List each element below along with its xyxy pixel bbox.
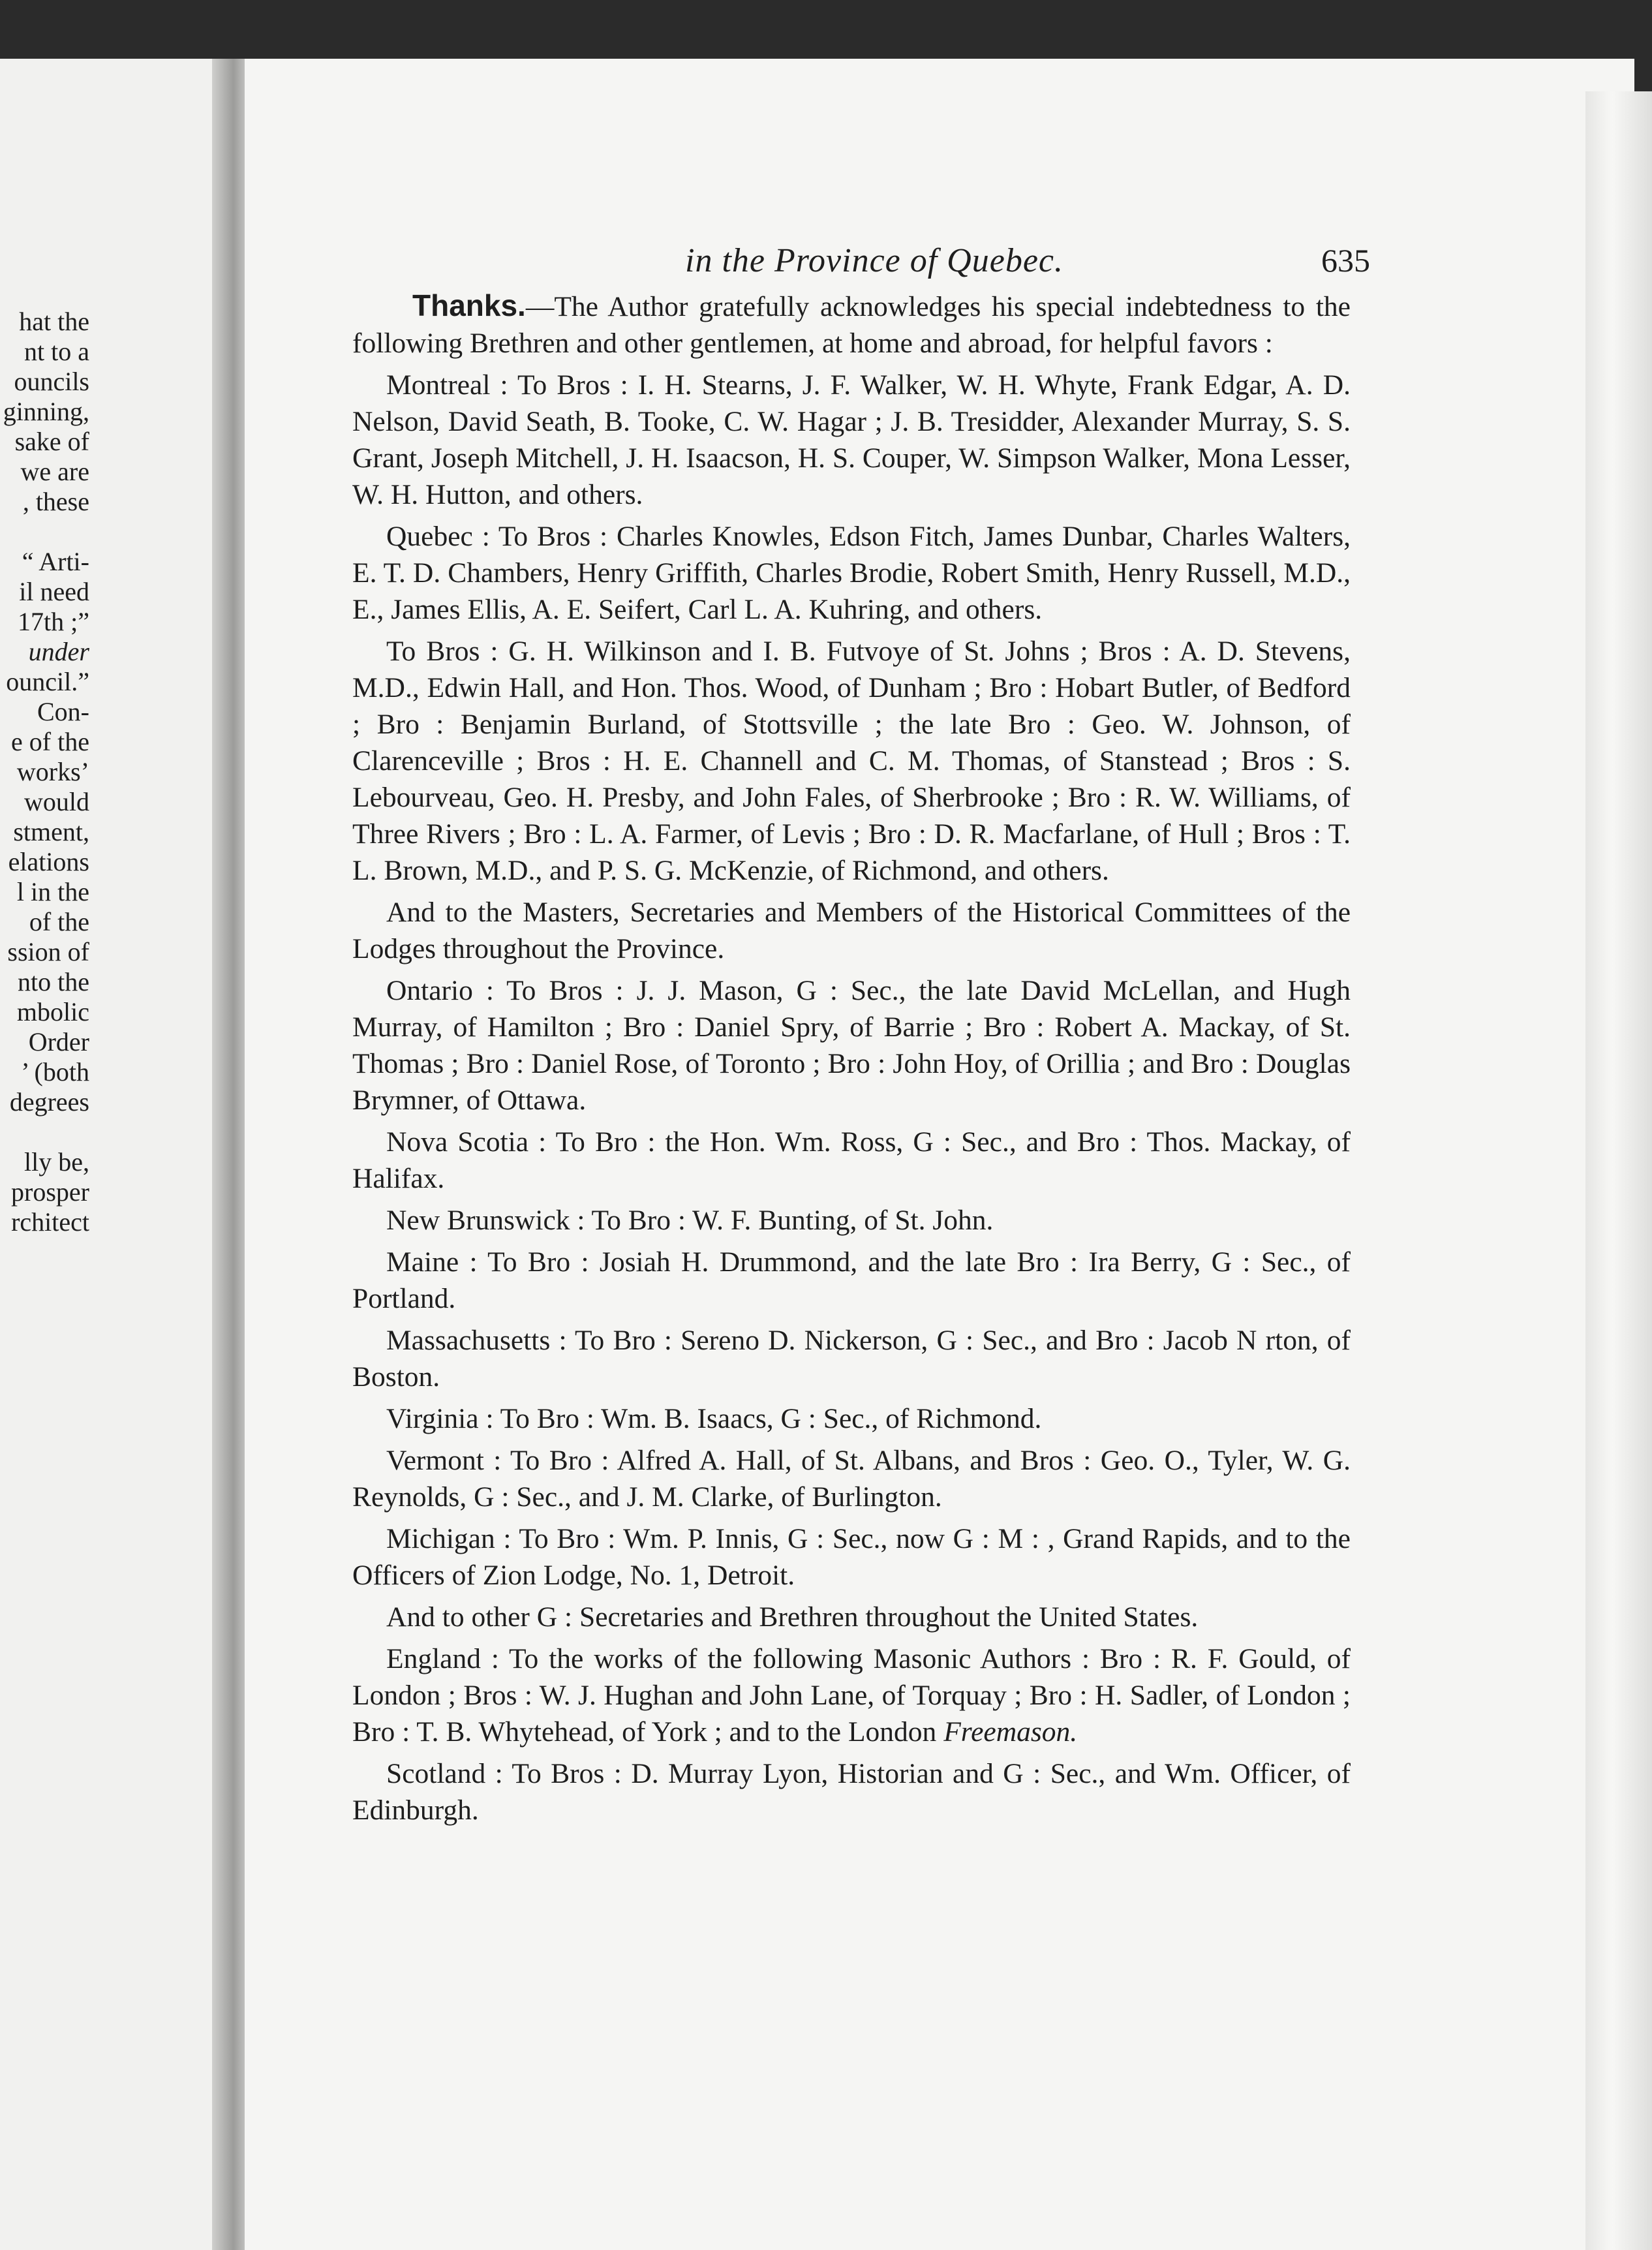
left-page-fragment: rchitect xyxy=(11,1207,89,1237)
left-page-fragment: elations xyxy=(8,847,89,876)
left-page-fragment: under xyxy=(28,637,89,666)
page-number: 635 xyxy=(1321,242,1370,279)
left-page-fragment: we are xyxy=(20,457,89,486)
left-page-fragment: il need xyxy=(19,577,89,606)
left-page-fragment: nto the xyxy=(18,967,89,996)
left-page-fragment: e of the xyxy=(11,727,89,756)
page-edge xyxy=(1585,91,1652,2250)
left-page-fragment: ’ (both xyxy=(21,1057,89,1086)
left-page-fragment: hat the xyxy=(19,307,89,336)
left-page-fragment: stment, xyxy=(13,817,89,846)
left-page-fragment: ouncil.” xyxy=(6,667,89,696)
book-gutter xyxy=(212,59,248,2250)
paragraph-ontario: Ontario : To Bros : J. J. Mason, G : Sec., the late David McLellan, and Hugh Murray, of Hamilton ; Bro : Daniel Spry, of Barrie ; Bro : Robert A. Mackay, of St. Thomas ; Bro : Daniel Rose, of Toronto ; Bro : John Hoy, of Orillia ; and Bro : Douglas Brymner, of Ottawa. xyxy=(352,975,1351,1116)
paragraph-virginia: Virginia : To Bro : Wm. B. Isaacs, G : Sec., of Richmond. xyxy=(386,1403,1042,1434)
paragraph-united-states: And to other G : Secretaries and Brethren throughout the United States. xyxy=(386,1601,1199,1633)
paragraph-scotland: Scotland : To Bros : D. Murray Lyon, Historian and G : Sec., and Wm. Officer, of Edinburgh. xyxy=(352,1758,1351,1826)
running-title: in the Province of Quebec. xyxy=(685,242,1063,279)
freemason-title: Freemason. xyxy=(943,1716,1078,1748)
left-page-fragment: degrees xyxy=(9,1087,89,1117)
paragraph-nova-scotia: Nova Scotia : To Bro : the Hon. Wm. Ross, G : Sec., and Bro : Thos. Mackay, of Halifax. xyxy=(352,1126,1351,1194)
thanks-paragraph xyxy=(352,287,1351,362)
left-page-fragment: of the xyxy=(29,907,89,936)
left-page-fragment: prosper xyxy=(11,1177,89,1207)
page-header xyxy=(352,241,1370,287)
paragraph-quebec: Quebec : To Bros : Charles Knowles, Edson Fitch, James Dunbar, Charles Walters, E. T. D. Chambers, Henry Griffith, Charles Brodie, Robert Smith, Henry Russell, M.D., E., James Ellis, A. E. Seifert, Carl L. A. Kuhring, and others. xyxy=(352,521,1351,625)
paragraph-vermont: Vermont : To Bro : Alfred A. Hall, of St. Albans, and Bros : Geo. O., Tyler, W. G. Reynolds, G : Sec., and J. M. Clarke, of Burlington. xyxy=(352,1445,1351,1513)
paragraph-new-brunswick: New Brunswick : To Bro : W. F. Bunting, of St. John. xyxy=(386,1205,994,1236)
paragraph-england xyxy=(352,1641,1351,1750)
left-page-fragment: Order xyxy=(28,1027,89,1056)
left-page-fragment: , these xyxy=(22,487,89,516)
left-page-fragment: mbolic xyxy=(16,997,89,1026)
england-text: England : To the works of the following Masonic Authors : Bro : R. F. Gould, of London ; Bros : W. J. Hughan and John Lane, of Torquay ; Bro : H. Sadler, of London ; Bro : T. B. Whytehead, of York ; and to the London xyxy=(352,1643,1351,1748)
thanks-text: —The Author gratefully acknowledges his special indebtedness to the following Brethren and other gentlemen, at home and abroad, for helpful favors : xyxy=(352,291,1351,359)
paragraph-lodges: And to the Masters, Secretaries and Members of the Historical Committees of the Lodges throughout the Province. xyxy=(352,897,1351,964)
paragraph-montreal: Montreal : To Bros : I. H. Stearns, J. F. Walker, W. H. Whyte, Frank Edgar, A. D. Nelson, David Seath, B. Tooke, C. W. Hagar ; J. B. Tresidder, Alexander Murray, S. S. Grant, Joseph Mitchell, J. H. Isaacson, H. S. Couper, W. Simpson Walker, Mona Lesser, W. H. Hutton, and others. xyxy=(352,369,1351,510)
left-page-fragment: lly be, xyxy=(24,1147,89,1177)
paragraph-townships: To Bros : G. H. Wilkinson and I. B. Futvoye of St. Johns ; Bros : A. D. Stevens, M.D., Edwin Hall, and Hon. Thos. Wood, of Dunham ; Bro : Hobart Butler, of Bedford ; Bro : Benjamin Burland, of Stottsville ; the late Bro : Geo. W. Johnson, of Clarenceville ; Bros : H. E. Channell and C. M. Thomas, of Stanstead ; Bros : S. Lebourveau, Geo. H. Presby, and John Fales, of Sherbrooke ; Bro : R. W. Williams, of Three Rivers ; Bro : L. A. Farmer, of Levis ; Bro : D. R. Macfarlane, of Hull ; Bros : T. L. Brown, M.D., and P. S. G. McKenzie, of Richmond, and others. xyxy=(352,636,1351,886)
paragraph-massachusetts: Massachusetts : To Bro : Sereno D. Nickerson, G : Sec., and Bro : Jacob N rton, of Boston. xyxy=(352,1325,1351,1393)
left-page-fragment: would xyxy=(24,787,89,816)
left-page-fragment: ssion of xyxy=(7,937,89,966)
left-page-fragment: ouncils xyxy=(14,367,89,396)
left-page-fragment: l in the xyxy=(16,877,89,906)
left-page-fragment: Con- xyxy=(37,697,89,726)
paragraph-michigan: Michigan : To Bro : Wm. P. Innis, G : Sec., now G : M : , Grand Rapids, and to the Officers of Zion Lodge, No. 1, Detroit. xyxy=(352,1523,1351,1591)
left-page xyxy=(0,59,225,2250)
left-page-fragment: nt to a xyxy=(24,337,89,366)
paragraph-maine: Maine : To Bro : Josiah H. Drummond, and the late Bro : Ira Berry, G : Sec., of Portland. xyxy=(352,1246,1351,1314)
left-page-fragment: works’ xyxy=(16,757,89,786)
left-page-fragment: sake of xyxy=(14,427,89,456)
thanks-lead: Thanks. xyxy=(412,288,526,322)
body-text xyxy=(352,287,1351,1834)
left-page-fragment: ginning, xyxy=(3,397,89,426)
left-page-fragment: “ Arti- xyxy=(22,547,89,576)
left-page-fragment: 17th ;” xyxy=(18,607,89,636)
